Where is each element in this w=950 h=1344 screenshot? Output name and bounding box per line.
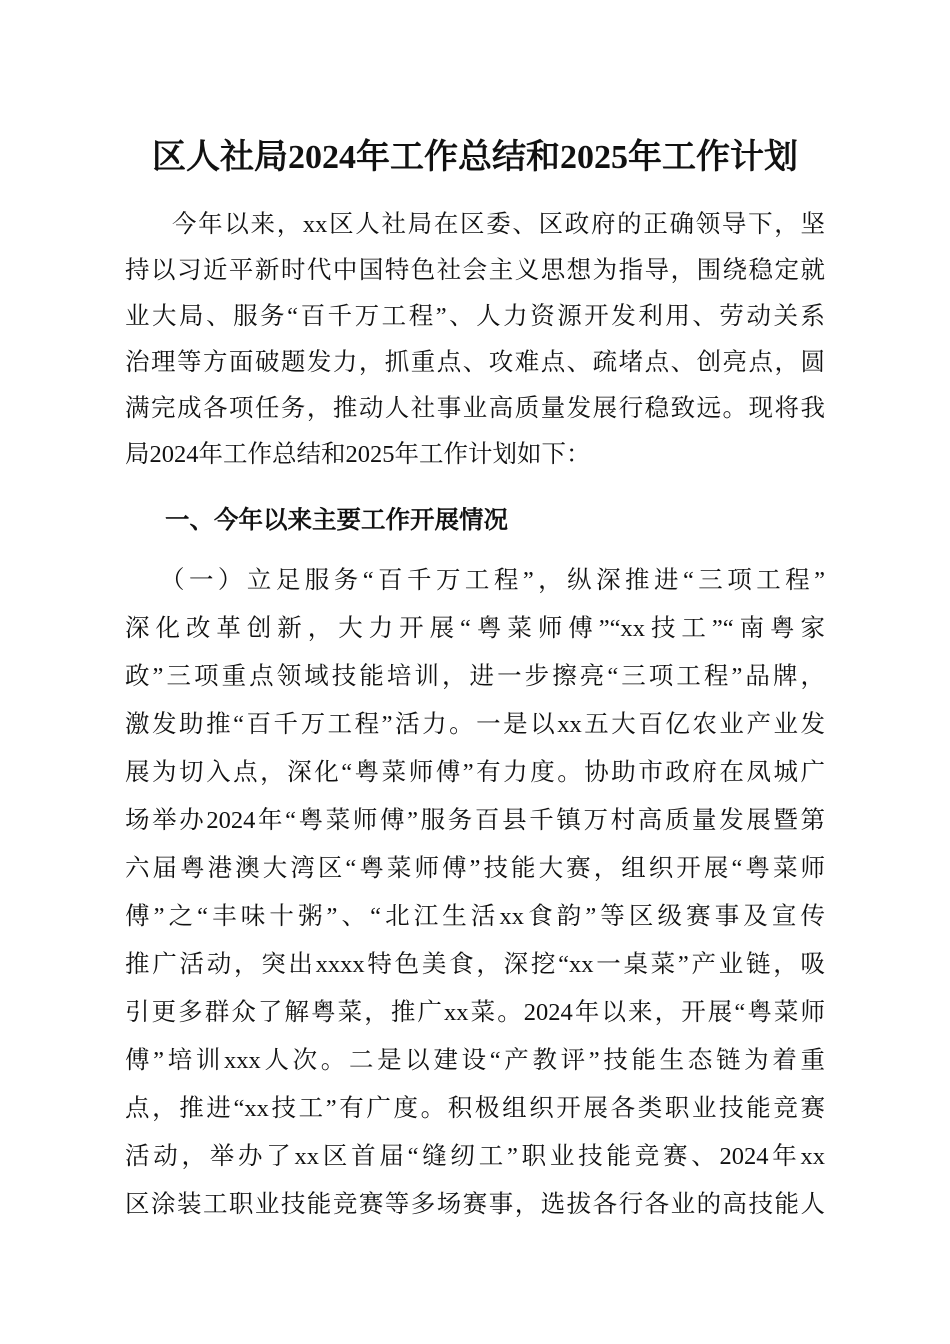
text-line: 引更多群众了解粤菜，推广xx菜。2024年以来，开展“粤菜师 [125,999,825,1026]
section-heading: 一、今年以来主要工作开展情况 [165,507,508,534]
document-title: 区人社局2024年工作总结和2025年工作计划 [152,139,798,176]
text-line: 场举办2024年“粤菜师傅”服务百县千镇万村高质量发展暨第 [125,807,825,834]
section-one [125,507,825,1239]
text-line: 活动，举办了xx区首届“缝纫工”职业技能竞赛、2024年xx [125,1143,825,1170]
text-line: 政”三项重点领域技能培训，进一步擦亮“三项工程”品牌， [125,663,825,690]
text-line: 激发助推“百千万工程”活力。一是以xx五大百亿农业产业发 [125,711,825,738]
text-line: 傅”之“丰味十粥”、“北江生活xx食韵”等区级赛事及宣传 [125,903,825,930]
text-line: 满完成各项任务，推动人社事业高质量发展行稳致远。现将我 [125,395,825,422]
text-line: 推广活动，突出xxxx特色美食，深挖“xx一桌菜”产业链，吸 [125,951,825,978]
text-line: 六届粤港澳大湾区“粤菜师傅”技能大赛，组织开展“粤菜师 [125,855,825,882]
intro-paragraph [125,211,825,487]
text-line: 深化改革创新，大力开展“粤菜师傅”“xx技工”“南粤家 [125,615,825,642]
text-line: 持以习近平新时代中国特色社会主义思想为指导，围绕稳定就 [125,257,825,284]
text-line: 局2024年工作总结和2025年工作计划如下： [125,441,591,468]
text-line: 治理等方面破题发力，抓重点、攻难点、疏堵点、创亮点，圆 [125,349,825,376]
text-line: 展为切入点，深化“粤菜师傅”有力度。协助市政府在凤城广 [125,759,825,786]
text-line: 傅”培训xxx人次。二是以建设“产教评”技能生态链为着重 [125,1047,825,1074]
text-line: 点，推进“xx技工”有广度。积极组织开展各类职业技能竞赛 [125,1095,825,1122]
subsection-heading-line: （一）立足服务“百千万工程”，纵深推进“三项工程” [160,567,825,594]
text-line: 业大局、服务“百千万工程”、人力资源开发利用、劳动关系 [125,303,825,330]
text-line: 区涂装工职业技能竞赛等多场赛事，选拔各行各业的高技能人 [125,1191,825,1218]
text-line: 今年以来，xx区人社局在区委、区政府的正确领导下，坚 [172,211,825,238]
